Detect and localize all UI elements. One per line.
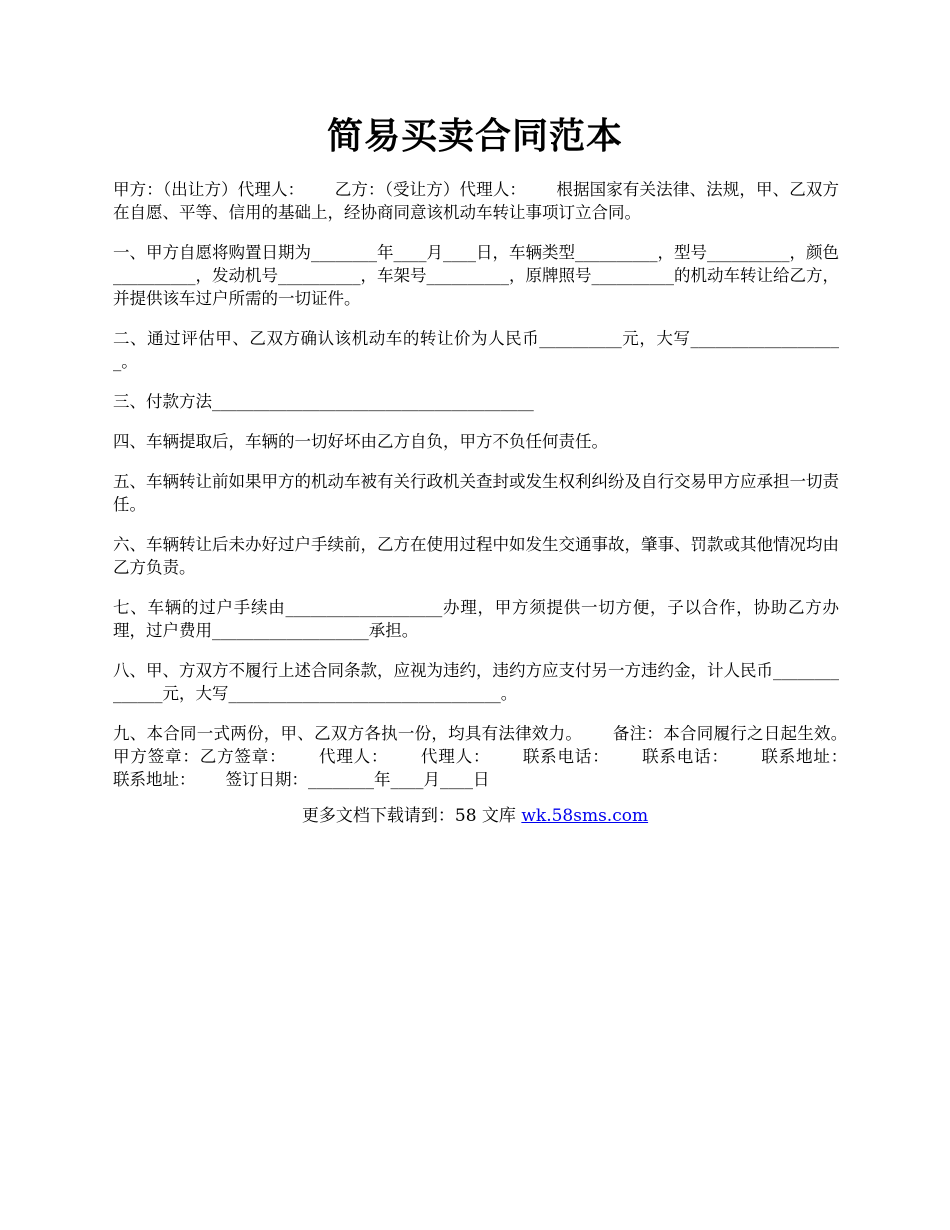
clause-5-liability: 五、车辆转让前如果甲方的机动车被有关行政机关查封或发生权利纠纷及自行交易甲方应承担一切责任。 [113, 472, 839, 514]
paragraph-parties: 甲方：（出让方）代理人： 乙方：（受让方）代理人： 根据国家有关法律、法规，甲、乙双方在自愿、平等、信用的基础上，经协商同意该机动车转让事项订立合同。 [113, 180, 839, 222]
contract-body [113, 178, 878, 808]
clause-7-transfer-procedure: 七、车辆的过户手续由___________________办理，甲方须提供一切方便，子以合作，协助乙方办理，过户费用___________________承担。 [113, 598, 839, 640]
clause-3-payment: 三、付款方法_______________________________________ [113, 392, 534, 411]
footer-text: 更多文档下载请到：58 文库 [301, 806, 522, 826]
clause-1-vehicle-info: 一、甲方自愿将购置日期为________年____月____日，车辆类型__________，型号__________，颜色__________，发动机号__________，车架号__________，原牌照号__________的机动车转让给乙方，并提供该车过户所需的一切证件。 [113, 243, 839, 308]
clause-2-price: 二、通过评估甲、乙双方确认该机动车的转让价为人民币__________元，大写___________________。 [113, 329, 839, 371]
clause-8-breach: 八、甲、方双方不履行上述合同条款，应视为违约，违约方应支付另一方违约金，计人民币______________元，大写_________________________________。 [113, 661, 839, 703]
clause-9-signatures: 九、本合同一式两份，甲、乙双方各执一份，均具有法律效力。 备注：本合同履行之日起生效。 甲方签章：乙方签章： 代理人： 代理人： 联系电话： 联系电话： 联系地址： 联系地址： 签订日期：________年____月____日 [113, 724, 878, 789]
footer [0, 804, 950, 828]
document-title: 简易买卖合同范本 [326, 115, 623, 157]
clause-4-pickup: 四、车辆提取后，车辆的一切好坏由乙方自负，甲方不负任何责任。 [113, 432, 608, 451]
clause-6-after-transfer: 六、车辆转让后未办好过户手续前，乙方在使用过程中如发生交通事故，肇事、罚款或其他情况均由乙方负责。 [113, 535, 839, 577]
footer-link[interactable]: wk.58sms.com [521, 806, 649, 826]
